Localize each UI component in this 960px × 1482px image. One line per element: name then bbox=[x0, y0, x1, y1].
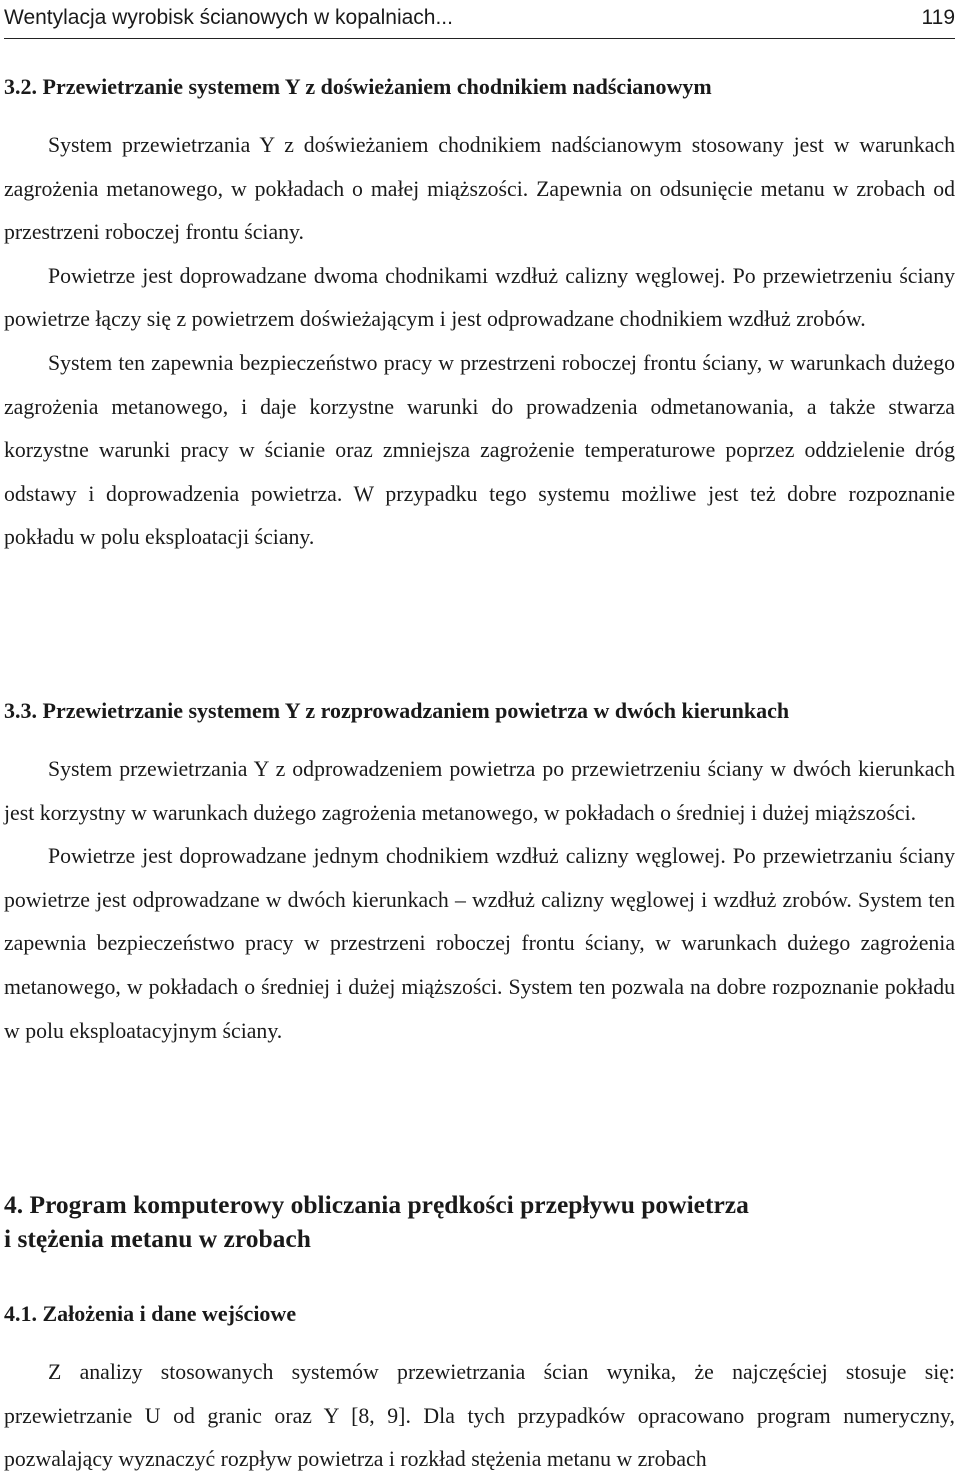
paragraph: System ten zapewnia bezpieczeństwo pracy w przestrzeni roboczej frontu ściany, w warunkach dużego zagrożenia metanowego, i daje korzystne warunki do prowadzenia odmetanowania, a także stwarza korzystne warunki pracy w ścianie oraz zmniejsza zagrożenie temperaturowe poprzez oddzielenie dróg odstawy i doprowadzenia powietrza. W przypadku tego systemu możliwe jest też dobre rozpoznanie pokładu w polu eksploatacji ściany. bbox=[4, 350, 955, 550]
section-3-2-body bbox=[4, 124, 955, 560]
paragraph: System przewietrzania Y z doświeżaniem chodnikiem nadścianowym stosowany jest w warunkach zagrożenia metanowego, w pokładach o małej miąższości. Zapewnia on odsunięcie metanu w zrobach od przestrzeni roboczej frontu ściany. bbox=[4, 133, 955, 245]
paragraph: Z analizy stosowanych systemów przewietrzania ścian wynika, że najczęściej stosuje się: przewietrzanie U od granic oraz Y [8, 9]. Dla tych przypadków opracowano program numeryczny, pozwalający wyznaczyć rozpływ powietrza i rozkład stężenia metanu w zrobach bbox=[4, 1360, 955, 1472]
section-heading-4-1: 4.1. Założenia i dane wejściowe bbox=[4, 1301, 297, 1326]
document-page bbox=[4, 0, 955, 1472]
chapter-heading-4 bbox=[4, 1188, 749, 1256]
page-number: 119 bbox=[921, 6, 955, 29]
chapter-heading-line2: i stężenia metanu w zrobach bbox=[4, 1224, 311, 1253]
section-heading-3-2: 3.2. Przewietrzanie systemem Y z doświeżaniem chodnikiem nadścianowym bbox=[4, 74, 712, 99]
section-3-3-body bbox=[4, 748, 955, 1053]
running-header bbox=[4, 0, 955, 39]
paragraph: System przewietrzania Y z odprowadzeniem powietrza po przewietrzeniu ściany w dwóch kierunkach jest korzystny w warunkach dużego zagrożenia metanowego, w pokładach o średniej i dużej miąższości. bbox=[4, 757, 955, 825]
section-4-1-body bbox=[4, 1351, 955, 1482]
paragraph: Powietrze jest doprowadzane dwoma chodnikami wzdłuż calizny węglowej. Po przewietrzeniu ściany powietrze łączy się z powietrzem doświeżającym i jest odprowadzane chodnikiem wzdłuż zrobów. bbox=[4, 263, 955, 332]
section-heading-3-3: 3.3. Przewietrzanie systemem Y z rozprowadzaniem powietrza w dwóch kierunkach bbox=[4, 698, 790, 723]
running-title: Wentylacja wyrobisk ścianowych w kopalniach... bbox=[4, 6, 453, 29]
chapter-heading-line1: 4. Program komputerowy obliczania prędkości przepływu powietrza bbox=[4, 1190, 749, 1219]
paragraph: Powietrze jest doprowadzane jednym chodnikiem wzdłuż calizny węglowej. Po przewietrzaniu ściany powietrze jest odprowadzane w dwóch kierunkach – wzdłuż calizny węglowej i wzdłuż zrobów. System ten zapewnia bezpieczeństwo pracy w przestrzeni roboczej frontu ściany, w warunkach dużego zagrożenia metanowego, w pokładach o średniej i dużej miąższości. System ten pozwala na dobre rozpoznanie pokładu w polu eksploatacyjnym ściany. bbox=[4, 844, 955, 1043]
